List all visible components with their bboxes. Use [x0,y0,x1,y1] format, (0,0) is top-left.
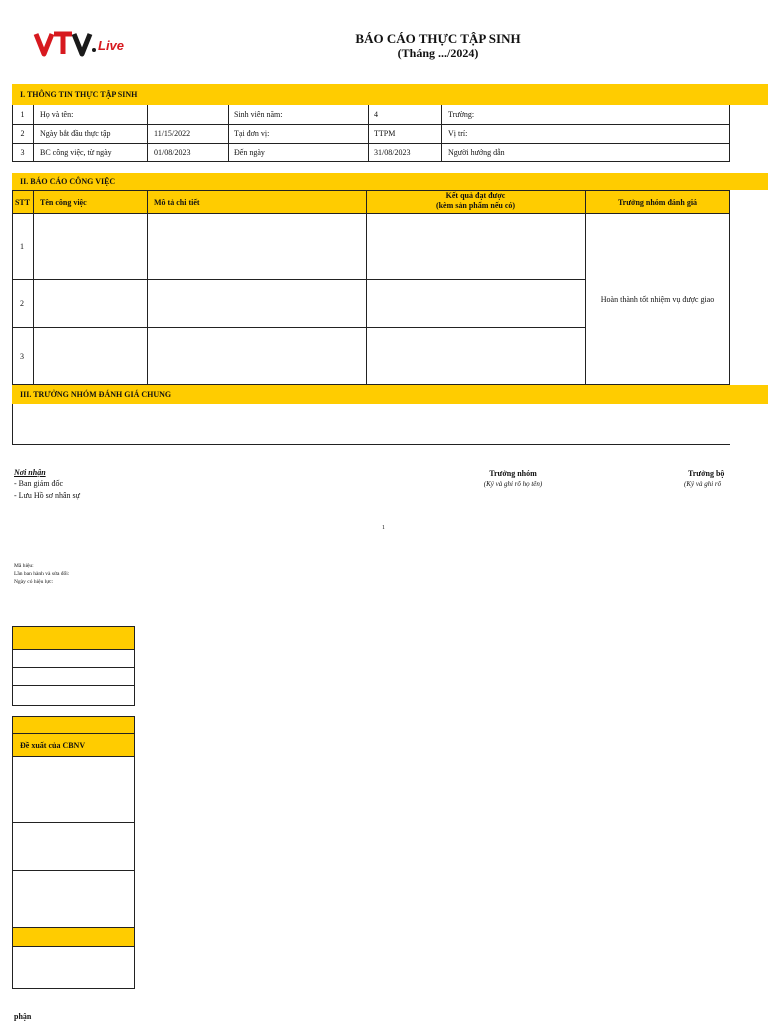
info-value-year: 4 [374,110,378,119]
col-header-result-line2: (kèm sản phẩm nếu có) [435,201,516,210]
page-subtitle: (Tháng .../2024) [397,46,479,60]
dept-signature-note: (Ký và ghi rõ [684,480,722,488]
info-label-position: Vị trí: [448,129,468,138]
info-value-from-date: 01/08/2023 [154,148,191,157]
section1-title: I. THÔNG TIN THỰC TẬP SINH [20,90,138,99]
info-label-to-date: Đến ngày [234,148,265,157]
info-row-no: 1 [20,110,25,119]
bottom-word: phận [14,1012,32,1021]
bottom-bar [12,927,135,947]
col-header-result-line1: Kết quả đạt được [445,191,506,200]
logo-live-text: Live [98,38,125,53]
small-table-row [12,649,135,668]
col-header-task: Tên công việc [40,197,87,207]
col-header-desc: Mô tả chi tiết [154,197,200,207]
bottom-box [12,946,135,989]
info-label-unit: Tại đơn vị: [234,129,270,138]
section2-header-bar [12,173,768,190]
recipients-title: Nơi nhận [14,468,46,477]
section3-title: III. TRƯỞNG NHÓM ĐÁNH GIÁ CHUNG [20,390,172,399]
cbnv-top-bar [12,716,135,734]
task-row-stt: 1 [20,242,24,251]
col-header-review: Trưởng nhóm đánh giá [617,197,698,207]
recipient-item: - Lưu Hồ sơ nhân sự [14,491,81,500]
info-label-from-date: BC công việc, từ ngày [40,148,112,157]
info-value-to-date: 31/08/2023 [374,148,411,157]
task-row-stt: 3 [20,351,24,361]
small-table-row [12,685,135,706]
cbnv-box [12,822,135,871]
section2-title: II. BÁO CÁO CÔNG VIỆC [20,177,116,186]
info-label-year: Sinh viên năm: [234,110,283,119]
dept-signature-title: Trưởng bộ [688,469,725,478]
page-number: 1 [382,525,385,531]
lead-signature-title: Trưởng nhóm [489,469,537,478]
meta-code: Mã hiệu: [14,563,34,569]
meta-revision: Lần ban hành và sửa đổi: [14,571,70,577]
vtv-live-logo [32,28,128,60]
meta-effective-date: Ngày có hiệu lực: [14,579,54,585]
review-text: Hoàn thành tốt nhiệm vụ được giao [600,295,715,304]
info-value-unit: TTPM [374,129,396,138]
info-label-mentor: Người hướng dẫn [448,148,505,157]
info-row-no: 3 [20,148,25,157]
page-title: BÁO CÁO THỰC TẬP SINH [355,31,521,46]
section3-comment-box [12,404,730,445]
lead-signature-note: (Ký và ghi rõ họ tên) [483,480,543,488]
info-row-no: 2 [20,129,25,138]
task-row-stt: 2 [20,298,24,308]
small-table-header [12,626,135,650]
info-value-name [150,105,228,124]
info-value-start-date: 11/15/2022 [154,129,191,138]
cbnv-box [12,756,135,823]
info-label-start-date: Ngày bắt đầu thực tập [40,129,111,138]
col-header-stt: STT [14,197,31,207]
info-label-school: Trường: [448,110,475,119]
col-header-result [366,191,585,211]
small-table-row [12,667,135,686]
cbnv-box [12,870,135,928]
cbnv-title: Đề xuất của CBNV [20,741,86,750]
info-label-name: Họ và tên: [40,110,74,119]
recipient-item: - Ban giám đốc [14,479,64,488]
